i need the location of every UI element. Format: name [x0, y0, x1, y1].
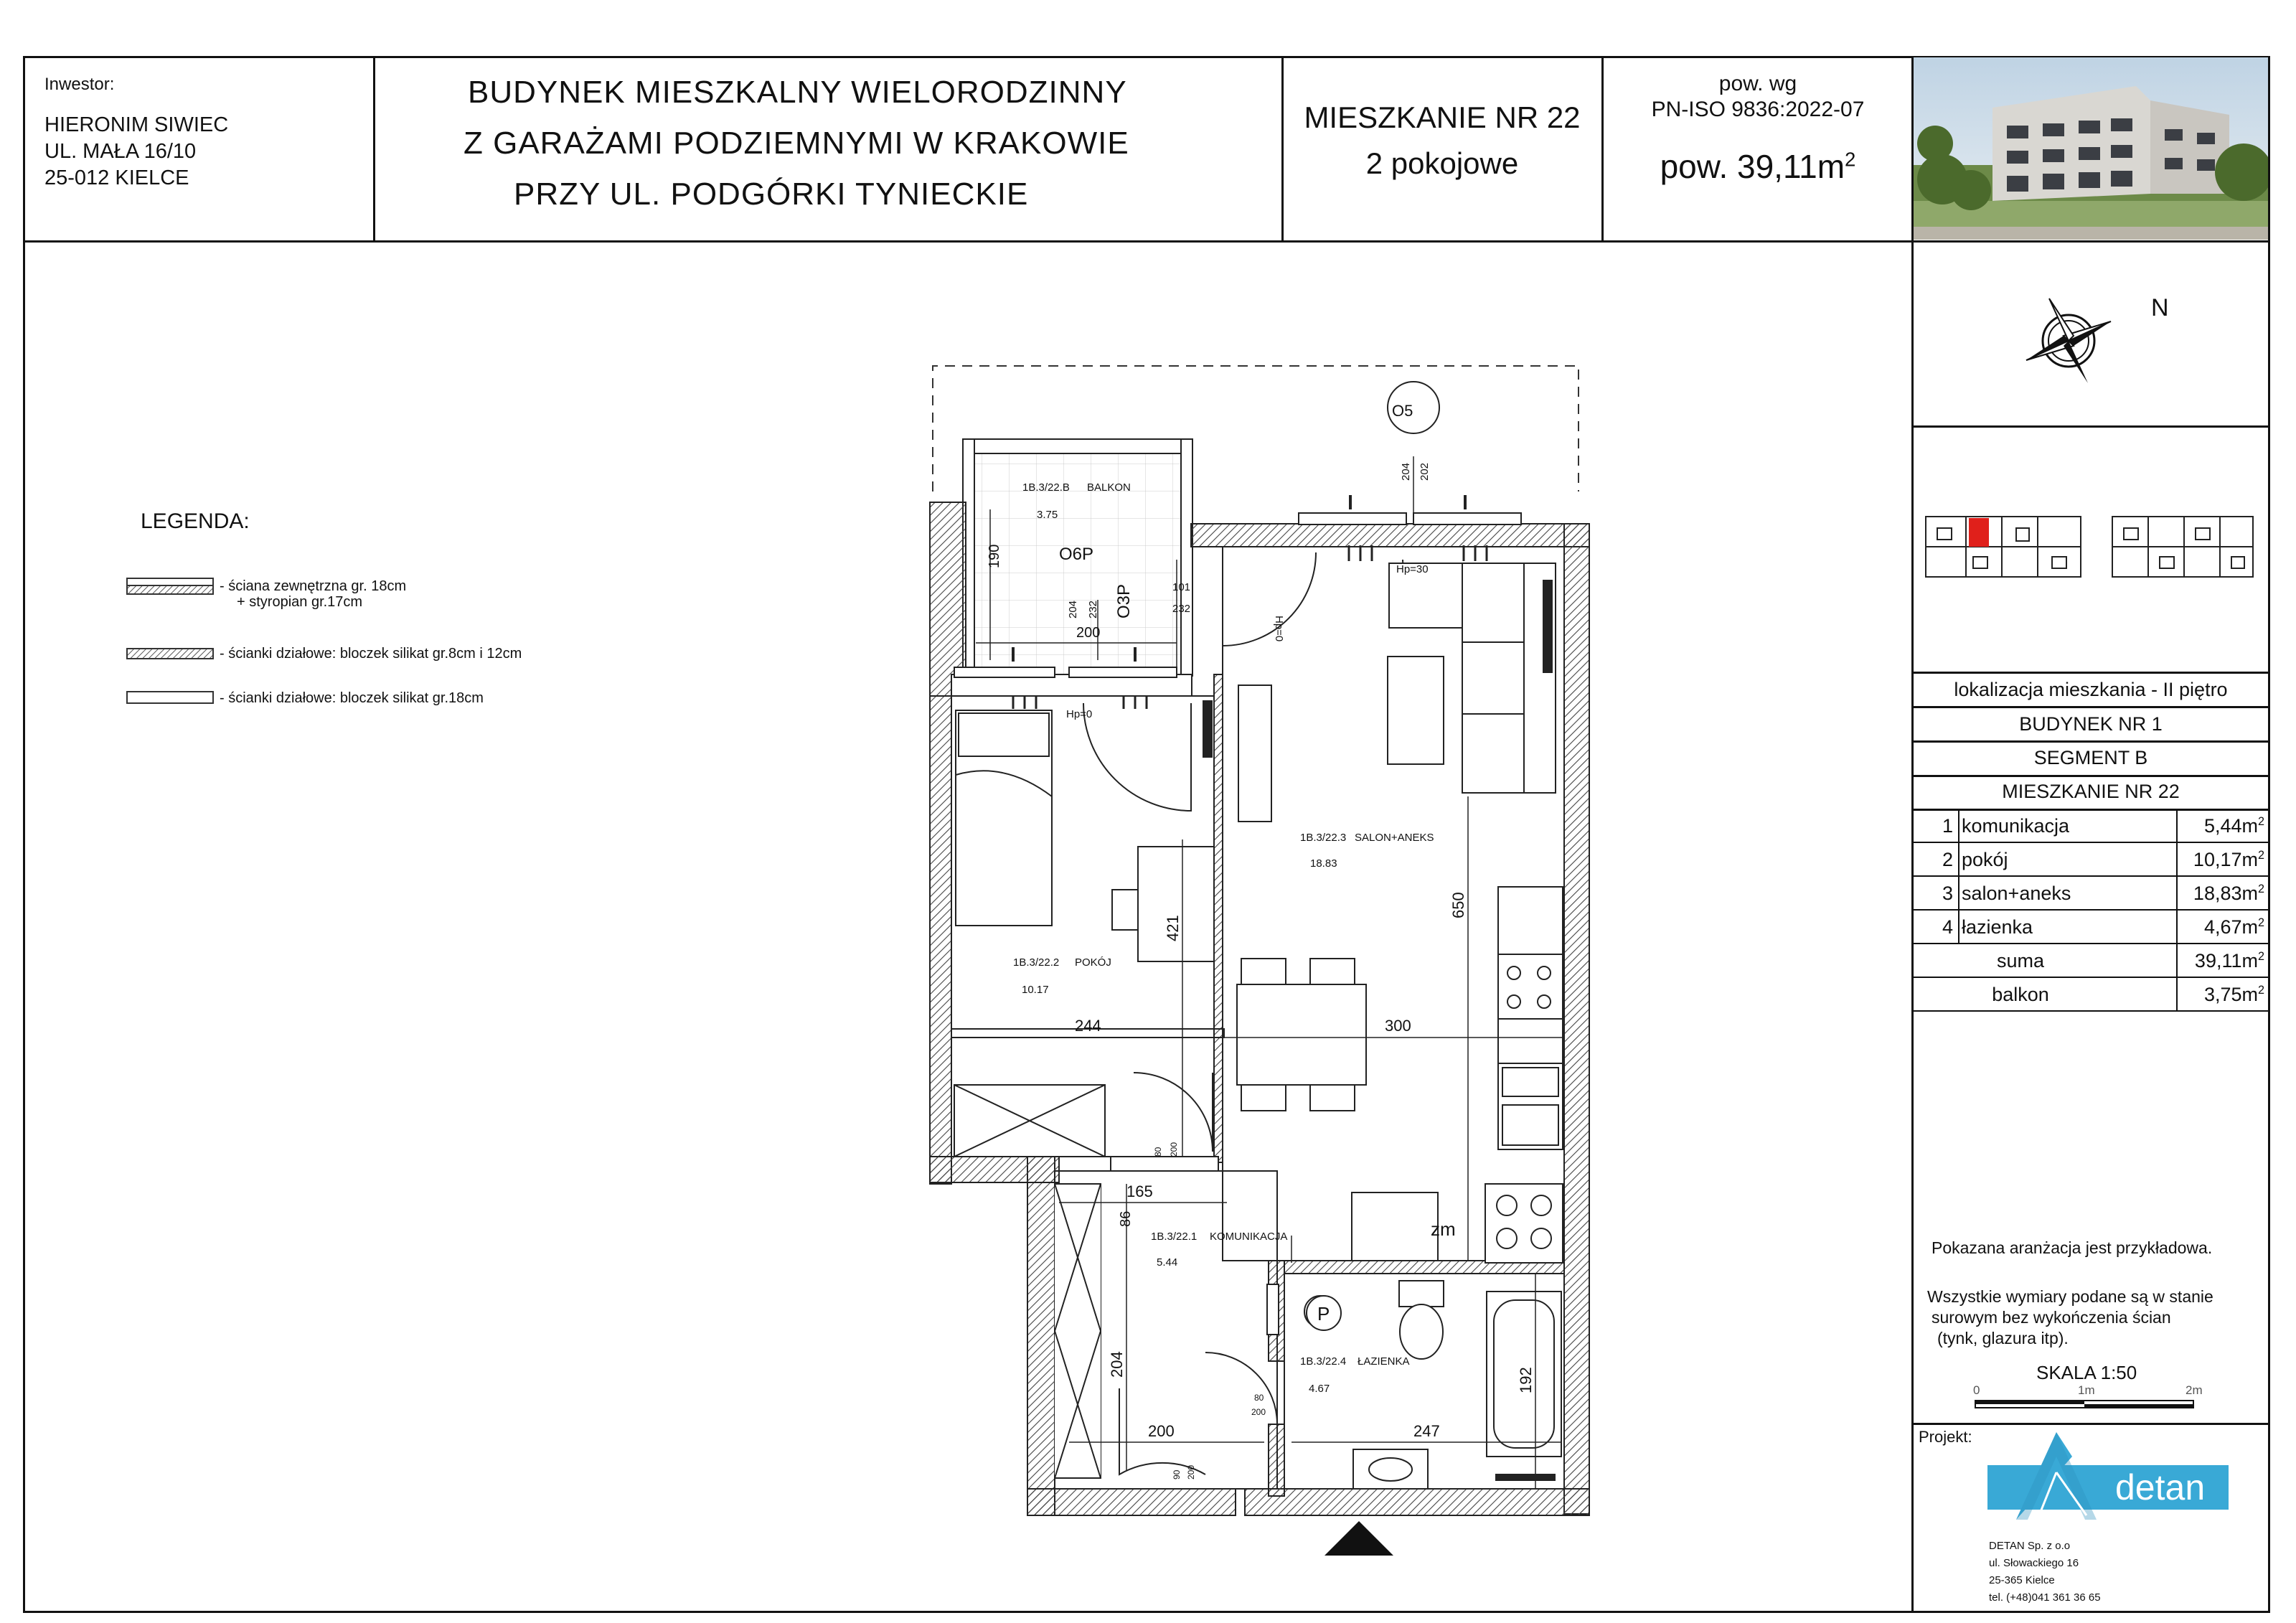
area-total-sup: 2 [1845, 148, 1856, 171]
scale-tick-1: 1m [2078, 1383, 2095, 1397]
lazienka-area: 4.67 [1309, 1383, 1330, 1395]
project-phone: tel. (+48)041 361 36 65 [1989, 1591, 2101, 1604]
dim-101: 101 [1172, 581, 1191, 593]
note-dimensions-2: surowym bez wykończenia ścian [1932, 1308, 2171, 1327]
balkon-id: 1B.3/22.B [1022, 481, 1070, 494]
sidebar-sep-5 [1911, 775, 2270, 777]
area-norm-2: PN-ISO 9836:2022-07 [1651, 98, 1865, 121]
total-row-name: balkon [1992, 984, 2049, 1005]
area-row-value: $5,44m^2$ [2203, 815, 2264, 837]
dim-650: 650 [1449, 892, 1467, 918]
sidebar-sep-3 [1911, 706, 2270, 708]
legend-item-2: - ścianki działowe: bloczek silikat gr.8cm i 12cm [220, 646, 522, 662]
highlight-apartment [1969, 518, 1989, 547]
sidebar-sep-2 [1911, 672, 2270, 674]
area-row-name: salon+aneks [1962, 883, 2071, 904]
pokoj-name: POKÓJ [1075, 956, 1111, 969]
area-row-no: 1 [1942, 815, 1953, 837]
dim-247: 247 [1413, 1422, 1440, 1440]
balkon-name: BALKON [1087, 481, 1131, 494]
dim-421: 421 [1164, 915, 1182, 941]
area-norm-1: pow. wg [1718, 72, 1797, 95]
location-floor: lokalizacja mieszkania - II piętro [1954, 679, 2228, 700]
building-title-1: BUDYNEK MIESZKALNY WIELORODZINNY [468, 75, 1127, 110]
balkon-area: 3.75 [1037, 509, 1058, 521]
dim-300: 300 [1385, 1017, 1411, 1035]
area-row-no: 3 [1942, 883, 1953, 904]
area-row-name: komunikacja [1962, 815, 2070, 837]
note-arrangement: Pokazana aranżacja jest przykładowa. [1932, 1238, 2213, 1257]
dim-200d: 200 [1251, 1407, 1266, 1417]
logo-text: detan [2115, 1467, 2206, 1507]
o5-label: O5 [1392, 402, 1413, 420]
dim-204b: 204 [1400, 462, 1412, 481]
dim-90: 90 [1172, 1469, 1182, 1479]
building-title-3: PRZY UL. PODGÓRKI TYNIECKIE [514, 177, 1029, 212]
dim-80b: 80 [1254, 1393, 1264, 1403]
dim-200a: 200 [1076, 625, 1101, 641]
total-row-value: $39,11m^2$ [2194, 950, 2264, 972]
salon-area: 18.83 [1310, 857, 1337, 870]
total-row-value: $3,75m^2$ [2203, 984, 2264, 1005]
scale-tick-2: 2m [2186, 1383, 2203, 1397]
entrance-arrow-icon [1325, 1521, 1393, 1556]
hp30-label: Hp=30 [1396, 563, 1429, 575]
area-total-value: pow. 39,11m [1660, 148, 1845, 185]
komunikacja-name: KOMUNIKACJA [1210, 1231, 1288, 1243]
kitchen-icon [1352, 887, 1563, 1263]
legend-item-1: - ściana zewnętrzna gr. 18cm [220, 578, 407, 594]
note-dimensions-3: (tynk, glazura itp). [1937, 1329, 2069, 1347]
total-row-name: suma [1996, 950, 2045, 972]
apartment-rooms: 2 pokojowe [1365, 146, 1519, 180]
scale-tick-0: 0 [1973, 1383, 1980, 1397]
legend-swatches [126, 577, 220, 720]
o6p-label: O6P [1059, 545, 1094, 564]
lazienka-name: ŁAZIENKA [1358, 1355, 1410, 1368]
location-building: BUDYNEK NR 1 [2019, 713, 2163, 735]
dining-table-icon [1237, 959, 1366, 1111]
area-row-value: $4,67m^2$ [2203, 916, 2264, 938]
header-col-3 [1601, 56, 1604, 241]
compass-rose-icon [2022, 294, 2115, 387]
legend-title: LEGENDA: [141, 509, 250, 533]
komunikacja-area: 5.44 [1157, 1256, 1178, 1269]
sidebar-sep-4 [1911, 740, 2270, 743]
salon-id: 1B.3/22.3 [1300, 832, 1347, 844]
investor-city: 25-012 KIELCE [44, 166, 189, 189]
hp0-label-b: Hp=0 [1273, 616, 1285, 642]
dim-190: 190 [987, 544, 1002, 568]
area-row-name: pokój [1962, 849, 2008, 870]
area-row-value: $18,83m^2$ [2193, 883, 2264, 904]
dim-202: 202 [1418, 462, 1431, 481]
building-title-2: Z GARAŻAMI PODZIEMNYMI W KRAKOWIE [464, 126, 1129, 161]
scale-label: SKALA 1:50 [2036, 1362, 2137, 1383]
apartment-title: MIESZKANIE NR 22 [1304, 100, 1581, 134]
dim-165: 165 [1126, 1182, 1153, 1200]
salon-name: SALON+ANEKS [1355, 832, 1434, 844]
dim-200c: 200 [1169, 1142, 1179, 1157]
wall-east [1564, 524, 1589, 1514]
zm-label: zm [1431, 1218, 1456, 1240]
investor-name: HIERONIM SIWIEC [44, 113, 229, 136]
pokoj-area: 10.17 [1022, 984, 1049, 996]
hp0-label-a: Hp=0 [1066, 708, 1093, 720]
dim-192: 192 [1517, 1367, 1535, 1393]
dim-204a: 204 [1067, 600, 1079, 618]
dim-244: 244 [1075, 1017, 1101, 1035]
dim-232b: 232 [1172, 603, 1191, 615]
desk-icon [1138, 847, 1214, 961]
location-segment: SEGMENT B [2033, 747, 2148, 768]
key-plan-image [1923, 507, 2260, 585]
dim-80a: 80 [1153, 1147, 1163, 1157]
pokoj-id: 1B.3/22.2 [1013, 956, 1060, 969]
legend-item-1b: + styropian gr.17cm [237, 594, 363, 610]
area-row-no: 2 [1942, 849, 1953, 870]
floor-plan [890, 352, 1622, 1586]
compass-north-label: N [2151, 294, 2169, 321]
location-apartment: MIESZKANIE NR 22 [2002, 781, 2180, 802]
header-divider [23, 240, 2270, 243]
dim-232a: 232 [1087, 600, 1099, 618]
coffee-table-icon [1388, 657, 1444, 764]
area-row-name: łazienka [1962, 916, 2033, 938]
header-col-2 [1281, 56, 1284, 241]
dim-200e: 200 [1186, 1464, 1196, 1479]
o3p-label: O3P [1114, 583, 1134, 618]
dim-200b: 200 [1148, 1422, 1175, 1440]
sidebar-sep-1 [1911, 425, 2270, 428]
wall-north [1191, 524, 1589, 547]
sidebar-sep-project [1911, 1423, 2270, 1425]
dim-86: 86 [1118, 1210, 1134, 1227]
legend-item-3: - ścianki działowe: bloczek silikat gr.18cm [220, 690, 484, 706]
project-label: Projekt: [1919, 1428, 1972, 1446]
investor-label: Inwestor: [44, 75, 115, 94]
building-rendering-image [1914, 57, 2268, 240]
area-row-value: $10,17m^2$ [2193, 849, 2264, 870]
header-col-1 [373, 56, 375, 241]
dim-204c: 204 [1108, 1351, 1126, 1378]
bed-icon [956, 710, 1052, 926]
note-dimensions-1: Wszystkie wymiary podane są w stanie [1927, 1287, 2213, 1306]
project-street: ul. Słowackiego 16 [1989, 1557, 2079, 1569]
area-row-no: 4 [1942, 916, 1953, 938]
project-city: 25-365 Kielce [1989, 1574, 2055, 1586]
lazienka-id: 1B.3/22.4 [1300, 1355, 1347, 1368]
p-label: P [1317, 1303, 1330, 1325]
detan-logo [1987, 1428, 2229, 1537]
investor-street: UL. MAŁA 16/10 [44, 140, 197, 163]
komunikacja-id: 1B.3/22.1 [1151, 1231, 1198, 1243]
scale-bar [1975, 1399, 2197, 1411]
area-total-header [1604, 147, 1911, 186]
area-table-grid [1911, 809, 2270, 1014]
project-company: DETAN Sp. z o.o [1989, 1540, 2071, 1552]
